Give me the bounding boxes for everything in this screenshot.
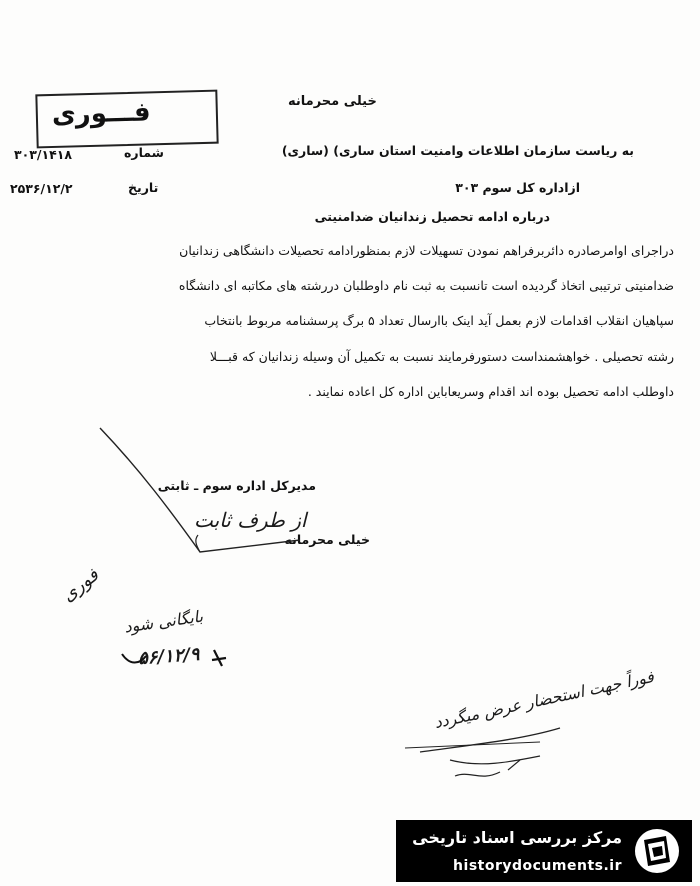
handwritten-note-archive: بایگانی شود bbox=[123, 606, 205, 637]
watermark-url: historydocuments.ir bbox=[453, 858, 622, 874]
letter-number-label: شماره bbox=[124, 145, 164, 160]
handwritten-note-report: فوراً جهت استحضار عرض میگردد bbox=[432, 666, 656, 733]
signature-title: مدیرکل اداره سوم ـ ثابتی bbox=[157, 478, 316, 493]
handwritten-note-urgent: فوری bbox=[57, 564, 103, 607]
body-line: ضدامنیتی ترتیبی اتخاذ گردیده است تانسبت به ثبت نام داوطلبان دررشته های مکاتبه ای دانشگاه bbox=[178, 278, 674, 293]
body-line: داوطلب ادامه تحصیل بوده اند اقدام وسریعاباین اداره کل اعاده نمایند . bbox=[307, 384, 674, 399]
classification-top: خیلی محرمانه bbox=[288, 94, 377, 109]
archive-emblem-icon bbox=[632, 826, 682, 876]
urgent-stamp-text: فـــوری bbox=[51, 97, 152, 130]
letter-subject: درباره ادامه تحصیل زندانیان ضدامنیتی bbox=[314, 209, 550, 224]
classification-bottom: خیلی محرمانه bbox=[284, 532, 370, 547]
handwritten-note-date: ۵۶/۱۲/۹ bbox=[137, 643, 201, 670]
body-line: رشته تحصیلی . خواهشمنداست دستورفرمایند نسبت به تکمیل آن وسیله زندانیان که قبـــلا bbox=[209, 349, 674, 364]
watermark-logo bbox=[396, 820, 692, 882]
addressee-to: به ریاست سازمان اطلاعات وامنیت استان ساری) (ساری) bbox=[281, 143, 634, 158]
letter-date-value: ۲۵۳۶/۱۲/۲ bbox=[10, 181, 73, 196]
letter-date-label: تاریخ bbox=[128, 180, 159, 195]
body-line: سپاهیان انقلاب اقدامات لازم بعمل آید اینک باارسال تعداد ۵ برگ پرسشنامه مربوط بانتخاب bbox=[204, 313, 674, 328]
handwritten-signature: از طرف ثابت bbox=[194, 508, 307, 532]
watermark-name: مرکز بررسی اسناد تاریخی bbox=[412, 828, 622, 847]
body-line: دراجرای اوامرصادره دائربرفراهم نمودن تسهیلات لازم بمنظورادامه تحصیلات دانشگاهی زندانیان bbox=[179, 243, 674, 258]
addressee-from: ازاداره کل سوم ۳۰۳ bbox=[455, 180, 580, 195]
letter-number-value: ۳۰۳/۱۴۱۸ bbox=[14, 147, 72, 162]
